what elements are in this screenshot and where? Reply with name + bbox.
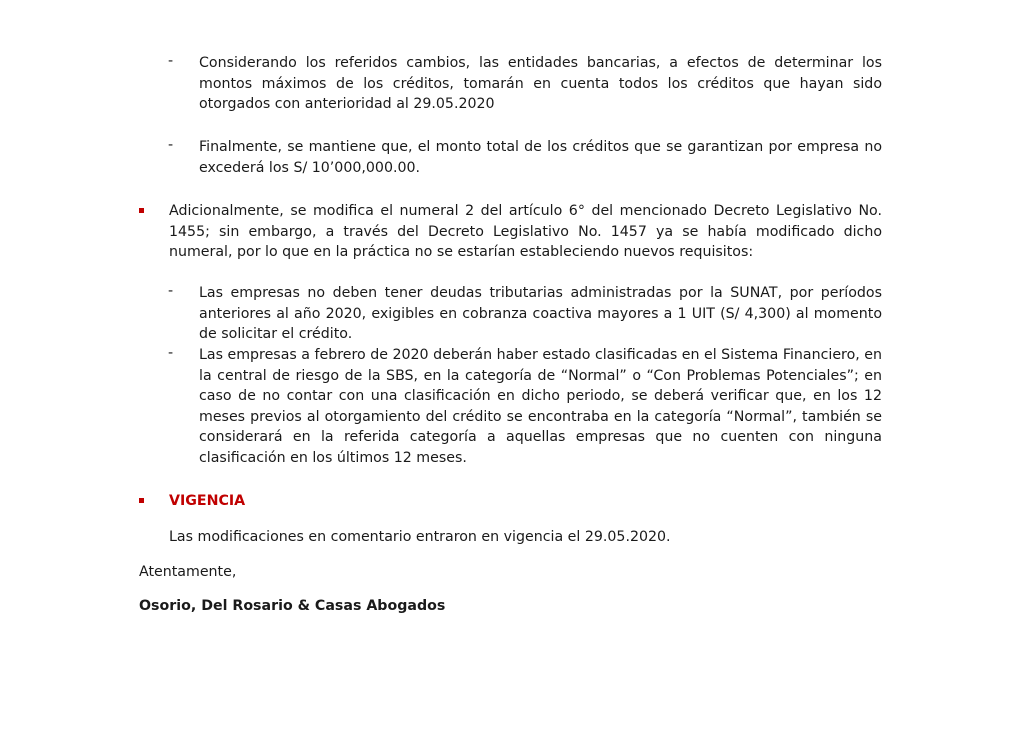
dash-marker: -: [168, 53, 174, 69]
list-item-text: Considerando los referidos cambios, las entidades bancarias, a efectos de determinar los montos máximos de los créditos, tomarán en cuenta todos los créditos que hayan sido otorgados con anterioridad al 29.05.2020: [199, 55, 882, 112]
list-item-text: Las empresas no deben tener deudas tributarias administradas por la SUNAT, por períodos anteriores al año 2020, exigibles en cobranza coactiva mayores a 1 UIT (S/ 4,300) al momento de solicitar el crédito.: [199, 285, 882, 342]
list-item: [168, 53, 882, 115]
bullet-paragraph: [139, 201, 882, 263]
dash-marker: -: [168, 345, 174, 361]
vigencia-paragraph: Las modificaciones en comentario entraron en vigencia el 29.05.2020.: [169, 529, 671, 545]
list-item: [168, 345, 882, 468]
list-item: [168, 137, 882, 178]
bullet-paragraph-text: Adicionalmente, se modifica el numeral 2 del artículo 6° del mencionado Decreto Legislativo No. 1455; sin embargo, a través del Decreto Legislativo No. 1457 ya se había modificado dicho numeral, por lo que en la práctica no se estarían estableciendo nuevos requisitos:: [169, 203, 882, 260]
square-bullet-icon: [139, 498, 144, 503]
list-item-text: Finalmente, se mantiene que, el monto total de los créditos que se garantizan por empresa no excederá los S/ 10’000,000.00.: [199, 139, 882, 176]
section-heading-text: VIGENCIA: [169, 493, 246, 509]
section-heading: [139, 491, 882, 512]
list-item: [168, 283, 882, 345]
closing-text: Atentamente,: [139, 564, 237, 580]
dash-marker: -: [168, 283, 174, 299]
signature: Osorio, Del Rosario & Casas Abogados: [139, 598, 446, 614]
dash-marker: -: [168, 137, 174, 153]
square-bullet-icon: [139, 208, 144, 213]
list-item-text: Las empresas a febrero de 2020 deberán haber estado clasificadas en el Sistema Financiero, en la central de riesgo de la SBS, en la categoría de “Normal” o “Con Problemas Potenciales”; en caso de no contar con una clasificación en dicho periodo, se deberá verificar que, en los 12 meses previos al otorgamiento del crédito se encontraba en la categoría “Normal”, también se considerará en la referida categoría a aquellas empresas que no cuenten con ninguna clasificación en los últimos 12 meses.: [199, 347, 882, 466]
